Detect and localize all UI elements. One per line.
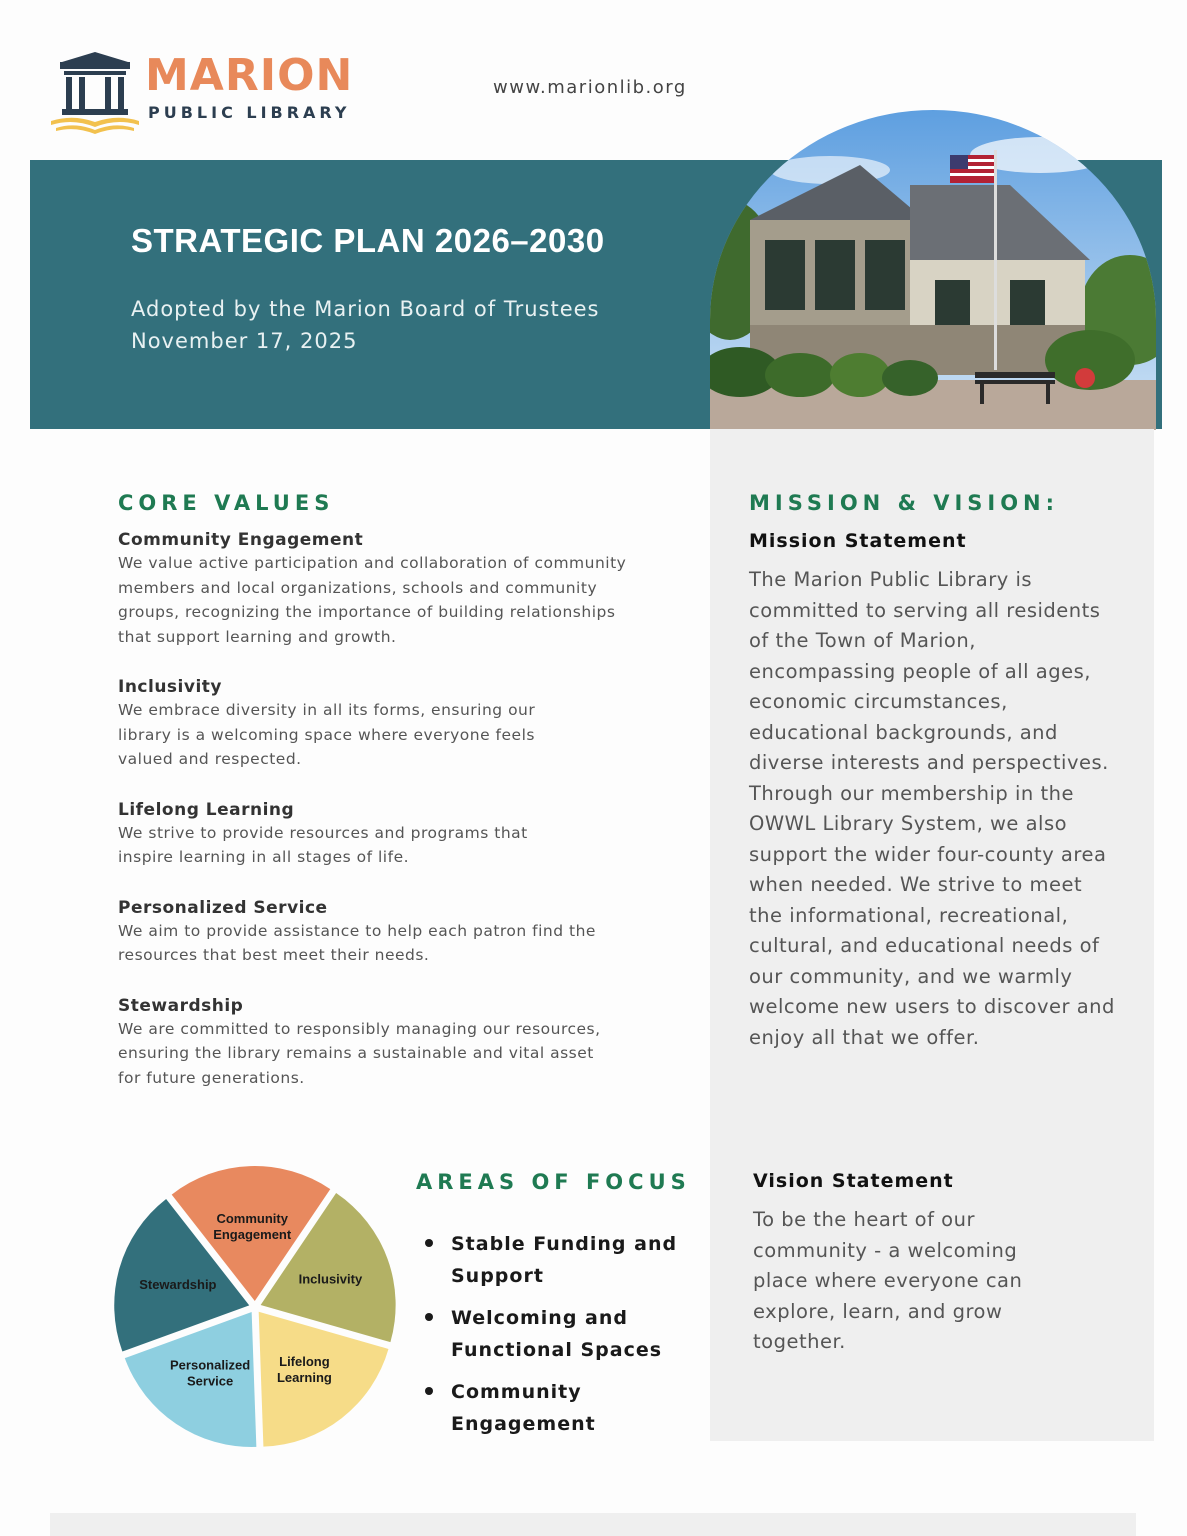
- focus-item-label: Welcoming and Functional Spaces: [451, 1307, 663, 1361]
- mission-vision-heading: MISSION & VISION:: [749, 491, 1060, 515]
- value-title: Lifelong Learning: [118, 799, 295, 820]
- value-title: Stewardship: [118, 995, 244, 1016]
- library-logo: [48, 50, 368, 140]
- focus-item-label: Community Engagement: [451, 1381, 596, 1435]
- value-item: [118, 529, 648, 649]
- plan-title: STRATEGIC PLAN 2026–2030: [131, 222, 605, 259]
- mission-vision-panel: [710, 429, 1154, 1441]
- value-item: [118, 799, 648, 870]
- adoption-info: [131, 293, 599, 357]
- areas-of-focus-heading: AREAS OF FOCUS: [416, 1170, 691, 1194]
- pie-label: Personalized Service: [170, 1357, 251, 1389]
- value-title: Personalized Service: [118, 897, 328, 918]
- value-description: We value active participation and collaboration of community members and local organizations, schools and community groups, recognizing the importance of building relationships that support learning and growth.: [118, 554, 627, 646]
- value-description: We are committed to responsibly managing our resources, ensuring the library remains a sustainable and vital asset for future generations.: [118, 1019, 601, 1087]
- logo-name: MARION: [145, 50, 354, 101]
- gazebo-book-icon: [48, 50, 143, 140]
- focus-item: [423, 1302, 683, 1366]
- logo-subtitle: PUBLIC LIBRARY: [148, 103, 351, 122]
- bullet-icon: [425, 1239, 433, 1247]
- pie-label: Stewardship: [139, 1276, 217, 1292]
- pie-label: Lifelong Learning: [276, 1354, 332, 1386]
- mission-text: The Marion Public Library is committed to serving all residents of the Town of Marion, encompassing people of all ages, economic circumstances, educational backgrounds, and diverse interests and perspectives. Through our membership in the OWWL Library System, we also support the wider four-county area when needed. We strive to meet the informational, recreational, cultural, and educational needs of our community, and we warmly welcome new users to discover and enjoy all that we offer.: [749, 568, 1115, 1049]
- library-building-photo: [710, 110, 1156, 430]
- core-values-list: [118, 529, 648, 1117]
- adoption-date: November 17, 2025: [131, 329, 358, 353]
- value-item: [118, 995, 648, 1091]
- mission-title: Mission Statement: [749, 530, 967, 552]
- value-description: We aim to provide assistance to help each patron find the resources that best meet their needs.: [118, 921, 596, 964]
- pie-label: Community Engagement: [213, 1210, 292, 1242]
- value-title: Inclusivity: [118, 677, 222, 697]
- footer-bar: [50, 1513, 1136, 1536]
- value-item: [118, 676, 648, 772]
- bullet-icon: [425, 1387, 433, 1395]
- pie-label: Inclusivity: [298, 1271, 363, 1287]
- vision-text: To be the heart of our community - a welcoming place where everyone can explore, learn, and grow together.: [753, 1208, 1023, 1353]
- value-description: We embrace diversity in all its forms, ensuring our library is a welcoming space where everyone feels valued and respected.: [118, 701, 536, 768]
- value-item: [118, 897, 648, 968]
- adopted-by: Adopted by the Marion Board of Trustees: [131, 297, 600, 321]
- focus-item: [423, 1376, 683, 1440]
- vision-title: Vision Statement: [753, 1170, 954, 1192]
- core-values-pie-chart: [110, 1162, 400, 1452]
- focus-list: [423, 1228, 683, 1450]
- focus-item-label: Stable Funding and Support: [451, 1233, 678, 1287]
- core-values-heading: CORE VALUES: [118, 491, 335, 515]
- value-title: Community Engagement: [118, 530, 364, 550]
- bullet-icon: [425, 1313, 433, 1321]
- focus-item: [423, 1228, 683, 1292]
- website-link[interactable]: www.marionlib.org: [493, 77, 687, 98]
- value-description: We strive to provide resources and programs that inspire learning in all stages of life.: [118, 823, 528, 866]
